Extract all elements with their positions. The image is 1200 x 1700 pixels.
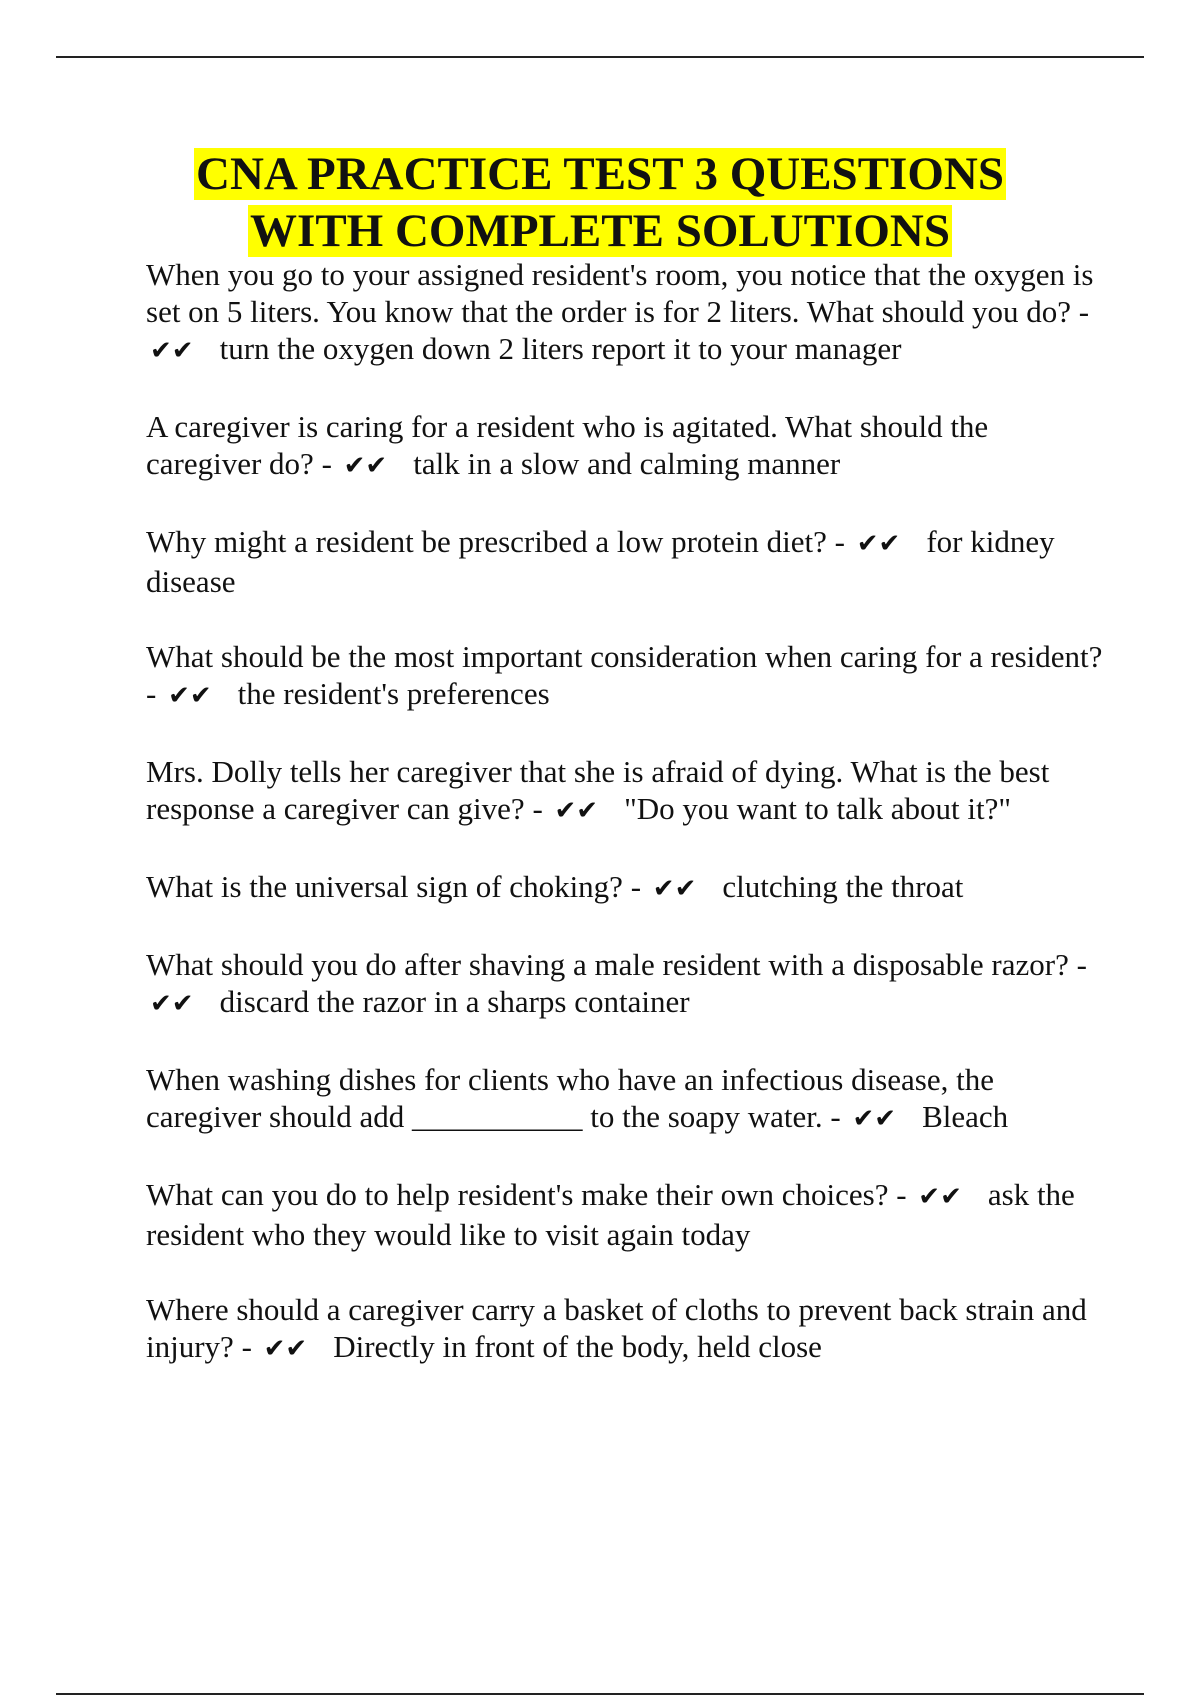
double-check-icon bbox=[168, 675, 212, 715]
question-text: When you go to your assigned resident's room, you notice that the oxygen is set on 5 liters. You know that the order is for 2 liters. What should you do? bbox=[146, 257, 1094, 329]
double-check-icon bbox=[150, 330, 194, 370]
double-check-icon bbox=[653, 868, 697, 908]
answer-text: for kidney disease bbox=[146, 524, 1055, 599]
document-title bbox=[60, 146, 1140, 260]
footer-rule bbox=[56, 1693, 1144, 1695]
question-text: Where should a caregiver carry a basket of cloths to prevent back strain and injury? bbox=[146, 1292, 1087, 1364]
question-text: What can you do to help resident's make their own choices? bbox=[146, 1177, 889, 1212]
separator-dash: - bbox=[896, 1177, 907, 1212]
check-glyph: ✔✔ bbox=[652, 874, 697, 904]
answer-text: discard the razor in a sharps container bbox=[219, 984, 690, 1019]
answer-text: "Do you want to talk about it?" bbox=[624, 791, 1012, 826]
separator-dash: - bbox=[630, 869, 642, 904]
separator-dash: - bbox=[1076, 947, 1087, 982]
check-glyph: ✔✔ bbox=[343, 451, 388, 481]
qa-item bbox=[146, 523, 1106, 600]
title-highlight-1: CNA PRACTICE TEST 3 QUESTIONS bbox=[196, 148, 1004, 200]
question-text: What should be the most important consideration when caring for a resident? bbox=[146, 639, 1103, 674]
check-glyph: ✔✔ bbox=[150, 989, 194, 1019]
separator-dash: - bbox=[830, 1099, 841, 1134]
qa-item bbox=[146, 408, 1106, 485]
qa-item bbox=[146, 1291, 1106, 1368]
check-glyph: ✔✔ bbox=[554, 796, 599, 826]
separator-dash: - bbox=[1078, 294, 1090, 329]
question-text: What is the universal sign of choking? bbox=[146, 869, 623, 904]
double-check-icon bbox=[918, 1176, 962, 1216]
answer-text: turn the oxygen down 2 liters report it to your manager bbox=[219, 331, 902, 366]
separator-dash: - bbox=[321, 446, 332, 481]
question-text: Mrs. Dolly tells her caregiver that she is afraid of dying. What is the best response a caregiver can give? bbox=[146, 754, 1050, 826]
answer-text: ask the resident who they would like to visit again today bbox=[146, 1177, 1075, 1252]
title-line-2 bbox=[60, 203, 1140, 260]
check-glyph: ✔✔ bbox=[918, 1182, 962, 1212]
separator-dash: - bbox=[532, 791, 543, 826]
title-highlight-2: WITH COMPLETE SOLUTIONS bbox=[250, 205, 950, 257]
answer-text: the resident's preferences bbox=[237, 676, 550, 711]
double-check-icon bbox=[344, 445, 388, 485]
double-check-icon bbox=[853, 1098, 897, 1138]
title-line-1 bbox=[60, 146, 1140, 203]
question-text: When washing dishes for clients who have an infectious disease, the caregiver should add ___________ to the soapy water. bbox=[146, 1062, 994, 1134]
check-glyph: ✔✔ bbox=[856, 529, 901, 559]
qa-item bbox=[146, 1176, 1106, 1253]
double-check-icon bbox=[857, 523, 901, 563]
qa-item bbox=[146, 868, 1106, 908]
double-check-icon bbox=[264, 1328, 308, 1368]
qa-item bbox=[146, 1061, 1106, 1138]
qa-list bbox=[146, 256, 1106, 1406]
question-text: Why might a resident be prescribed a low protein diet? bbox=[146, 524, 827, 559]
question-text: What should you do after shaving a male resident with a disposable razor? bbox=[146, 947, 1069, 982]
separator-dash: - bbox=[834, 524, 845, 559]
check-glyph: ✔✔ bbox=[168, 681, 212, 711]
check-glyph: ✔✔ bbox=[150, 336, 194, 366]
answer-text: Bleach bbox=[922, 1099, 1009, 1134]
check-glyph: ✔✔ bbox=[263, 1334, 308, 1364]
answer-text: clutching the throat bbox=[722, 869, 964, 904]
separator-dash: - bbox=[146, 676, 157, 711]
double-check-icon bbox=[555, 790, 599, 830]
qa-item bbox=[146, 256, 1106, 370]
qa-item bbox=[146, 753, 1106, 830]
qa-item bbox=[146, 638, 1106, 715]
answer-text: talk in a slow and calming manner bbox=[413, 446, 841, 481]
question-text: A caregiver is caring for a resident who is agitated. What should the caregiver do? bbox=[146, 409, 989, 481]
answer-text: Directly in front of the body, held close bbox=[333, 1329, 822, 1364]
qa-item bbox=[146, 946, 1106, 1023]
header-rule bbox=[56, 56, 1144, 58]
check-glyph: ✔✔ bbox=[852, 1104, 897, 1134]
double-check-icon bbox=[150, 983, 194, 1023]
separator-dash: - bbox=[241, 1329, 252, 1364]
